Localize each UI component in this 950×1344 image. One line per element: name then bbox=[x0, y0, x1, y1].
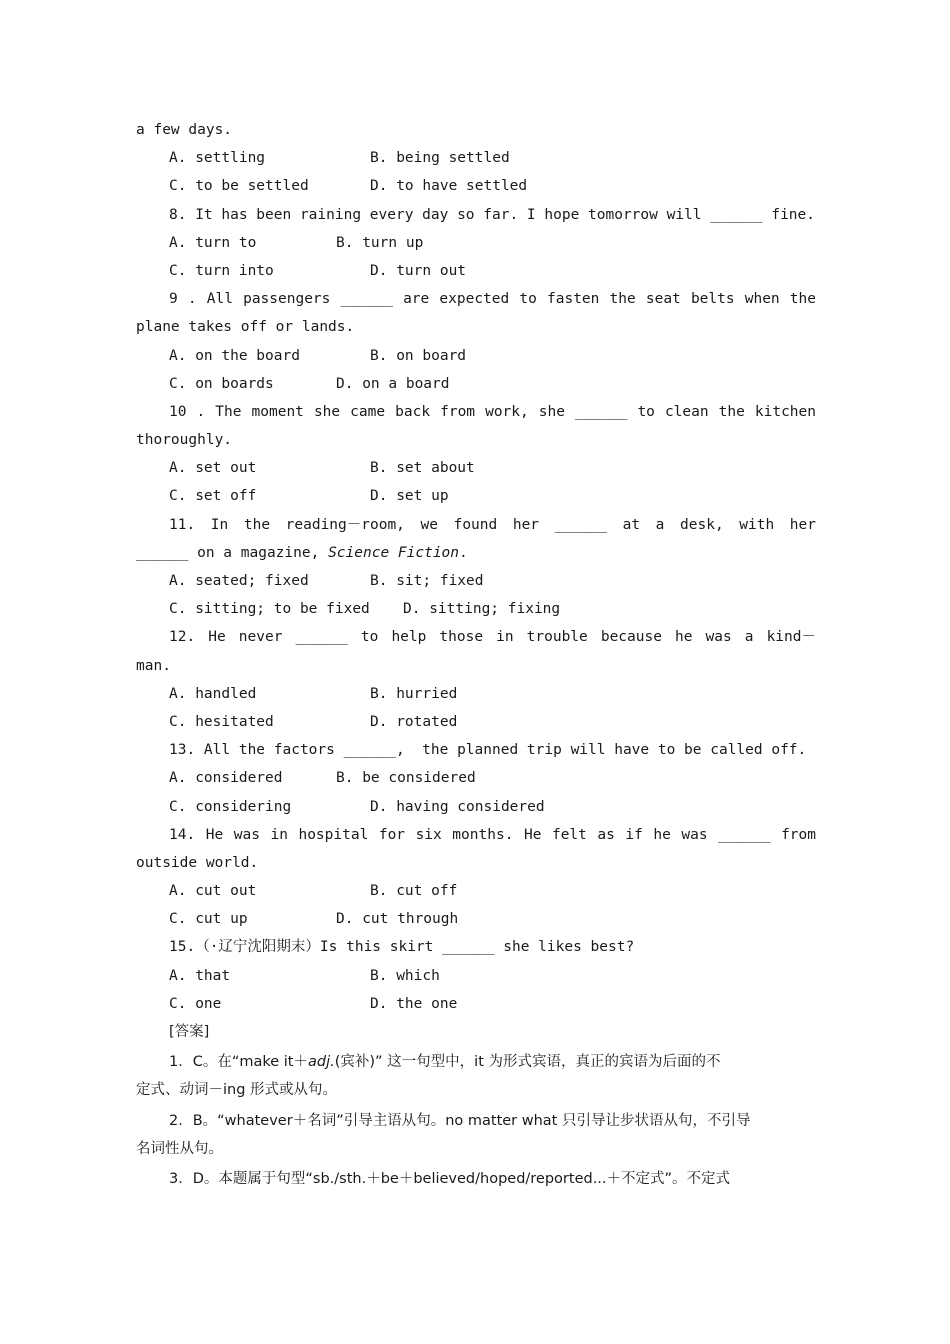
q8-option-c: C. turn into bbox=[169, 262, 274, 279]
q14-option-c: C. cut up bbox=[169, 911, 248, 928]
q10-stem-line1: 10 . The moment she came back from work, she ______ to clean the kitchen bbox=[169, 403, 816, 420]
q11-stem-line1: 11. In the reading－room, we found her ______ at a desk, with her bbox=[169, 516, 816, 533]
q9-stem-line2: plane takes off or lands. bbox=[136, 319, 355, 336]
q9-option-c: C. on boards bbox=[169, 375, 274, 392]
q14-option-a: A. cut out bbox=[169, 883, 257, 900]
q12-stem-line1: 12. He never ______ to help those in trouble because he was a kind－ bbox=[169, 629, 816, 646]
q13-options-row2 bbox=[136, 793, 816, 821]
q15-options-row2 bbox=[136, 990, 816, 1018]
q13-option-c: C. considering bbox=[169, 798, 292, 815]
q12-option-b: B. hurried bbox=[370, 685, 458, 702]
q10-option-b: B. set about bbox=[370, 460, 475, 477]
q11-option-c: C. sitting; to be fixed bbox=[169, 601, 370, 618]
q9-options-row1 bbox=[136, 342, 816, 370]
q8-option-b: B. turn up bbox=[336, 234, 424, 251]
q12-option-d: D. rotated bbox=[370, 713, 458, 730]
q11-stem-line2: ______ on a magazine, Science Fiction. bbox=[136, 544, 468, 561]
q14-stem-line2: outside world. bbox=[136, 854, 259, 871]
q13-stem: 13. All the factors ______, the planned trip will have to be called off. bbox=[169, 742, 807, 759]
q13-option-b: B. be considered bbox=[336, 770, 476, 787]
q9-option-a: A. on the board bbox=[169, 347, 300, 364]
q7-options-row2 bbox=[136, 172, 816, 200]
q12-options-row1 bbox=[136, 680, 816, 708]
q9-option-d: D. on a board bbox=[336, 375, 450, 392]
answer-2-line2: 名词性从句。 bbox=[136, 1140, 223, 1157]
q15-option-d: D. the one bbox=[370, 995, 458, 1012]
q11-option-d: D. sitting; fixing bbox=[403, 601, 561, 618]
q7-options-row1 bbox=[136, 144, 816, 172]
q10-option-d: D. set up bbox=[370, 488, 449, 505]
q14-options-row1 bbox=[136, 877, 816, 905]
q12-option-c: C. hesitated bbox=[169, 713, 274, 730]
answers-heading: [答案] bbox=[169, 1024, 210, 1040]
q10-option-a: A. set out bbox=[169, 460, 257, 477]
answer-2-line1: 2．B。“whatever＋名词”引导主语从句。no matter what 只引导让步状语从句，不引导 bbox=[169, 1112, 751, 1129]
q9-options-row2 bbox=[136, 370, 816, 398]
q10-option-c: C. set off bbox=[169, 488, 257, 505]
q7-option-b: B. being settled bbox=[370, 150, 510, 167]
q9-stem-line1: 9 . All passengers ______ are expected to fasten the seat belts when the bbox=[169, 291, 816, 308]
q8-option-d: D. turn out bbox=[370, 262, 467, 279]
q12-options-row2 bbox=[136, 708, 816, 736]
q8-options-row2 bbox=[136, 257, 816, 285]
q15-option-c: C. one bbox=[169, 995, 222, 1012]
answer-3-line1: 3．D。本题属于句型“sb./sth.＋be＋believed/hoped/reported...＋不定式”。不定式 bbox=[169, 1170, 731, 1187]
q11-option-a: A. seated; fixed bbox=[169, 573, 309, 589]
q10-options-row2 bbox=[136, 482, 816, 510]
q8-stem: 8. It has been raining every day so far. I hope tomorrow will ______ fine. bbox=[169, 206, 816, 223]
answer-1-line2: 定式、动词－ing 形式或从句。 bbox=[136, 1082, 338, 1099]
q7-stem-tail: a few days. bbox=[136, 122, 233, 138]
q12-option-a: A. handled bbox=[169, 685, 257, 702]
q13-option-d: D. having considered bbox=[370, 798, 545, 815]
q14-options-row2 bbox=[136, 905, 816, 933]
q7-option-c: C. to be settled bbox=[169, 178, 309, 195]
q8-options-row1 bbox=[136, 229, 816, 257]
q13-option-a: A. considered bbox=[169, 770, 283, 787]
q11-options-row2 bbox=[136, 595, 816, 623]
q10-options-row1 bbox=[136, 454, 816, 482]
q15-options-row1 bbox=[136, 962, 816, 990]
answer-1-line1: 1．C。在“make it＋adj.(宾补)” 这一句型中，it 为形式宾语，真正的宾语为后面的不 bbox=[169, 1054, 721, 1071]
q10-stem-line2: thoroughly. bbox=[136, 432, 233, 449]
q8-option-a: A. turn to bbox=[169, 234, 257, 251]
q11-options-row1 bbox=[136, 567, 816, 595]
q12-stem-line2: man. bbox=[136, 657, 171, 674]
q14-stem-line1: 14. He was in hospital for six months. He felt as if he was ______ from bbox=[169, 826, 816, 843]
q14-option-d: D. cut through bbox=[336, 911, 459, 928]
q7-option-d: D. to have settled bbox=[370, 178, 528, 195]
q14-option-b: B. cut off bbox=[370, 883, 458, 900]
q13-options-row1 bbox=[136, 764, 816, 792]
magazine-title: Science Fiction bbox=[328, 544, 460, 561]
q11-option-b: B. sit; fixed bbox=[370, 573, 484, 589]
q15-option-b: B. which bbox=[370, 967, 440, 984]
q7-option-a: A. settling bbox=[169, 150, 266, 167]
q15-stem: 15.（·辽宁沈阳期末）Is this skirt ______ she likes best? bbox=[169, 939, 635, 956]
exercise-page bbox=[136, 116, 816, 1193]
q9-option-b: B. on board bbox=[370, 347, 467, 364]
q15-option-a: A. that bbox=[169, 967, 231, 984]
